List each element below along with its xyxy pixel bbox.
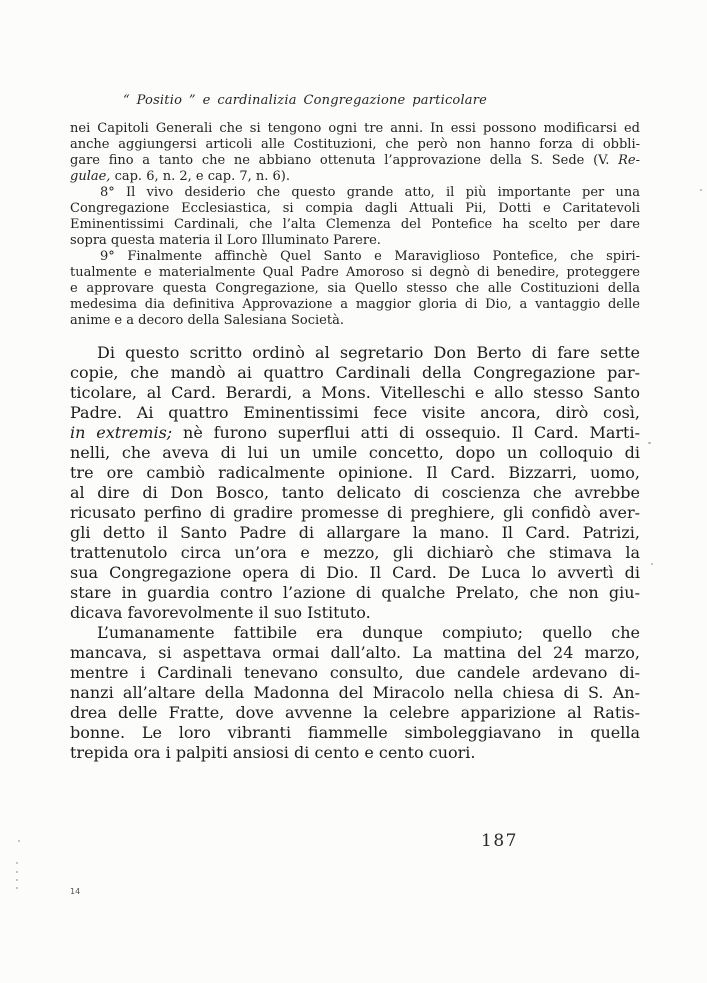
text-line: sua Congregazione opera di Dio. Il Card. De Luca lo avvertì di <box>70 563 640 582</box>
text-line: dicava favorevolmente il suo Istituto. <box>70 603 371 622</box>
text-line: anche aggiungersi articoli alle Costituzioni, che però non hanno forza di obbli- <box>70 137 640 152</box>
text-line: ricusato perfino di gradire promesse di preghiere, gli confidò aver- <box>70 503 640 522</box>
text-line: bonne. Le loro vibranti fiammelle simboleggiavano in quella <box>70 723 640 742</box>
scan-speck <box>651 563 653 565</box>
text-line: nelli, che aveva di lui un umile concetto, dopo un colloquio di <box>70 443 640 462</box>
running-header-text: “ Positio ” e cardinalizia Congregazione particolare <box>122 93 488 108</box>
running-header <box>70 93 640 108</box>
scan-speck <box>16 887 18 889</box>
text-line: Padre. Ai quattro Eminentissimi fece visite ancora, dirò così, <box>70 403 640 422</box>
text-line: mancava, si aspettava ormai dall’alto. La mattina del 24 marzo, <box>70 643 640 662</box>
quoted-text-block <box>70 121 640 329</box>
text-line: sopra questa materia il Loro Illuminato Parere. <box>70 233 381 248</box>
text-line: in extremis; nè furono superflui atti di ossequio. Il Card. Marti- <box>70 423 641 442</box>
text-line: Di questo scritto ordinò al segretario Don Berto di fare sette <box>97 343 640 362</box>
scan-speck <box>16 871 18 873</box>
text-line: gli detto il Santo Padre di allargare la mano. Il Card. Patrizi, <box>70 523 640 542</box>
text-line: mentre i Cardinali tenevano consulto, due candele ardevano di- <box>70 663 640 682</box>
text-line: medesima dia definitiva Approvazione a maggior gloria di Dio, a vantaggio delle <box>70 297 640 312</box>
text-line: 8° Il vivo desiderio che questo grande atto, il più importante per una <box>100 185 640 200</box>
text-line: trepida ora i palpiti ansiosi di cento e cento cuori. <box>70 743 476 762</box>
text-line: gare fino a tanto che ne abbiano ottenuta l’approvazione della S. Sede (V. Re- <box>70 153 640 168</box>
text-line: nanzi all’altare della Madonna del Miracolo nella chiesa di S. An- <box>70 683 640 702</box>
text-line: Eminentissimi Cardinali, che l’alta Clemenza del Pontefice ha scelto per dare <box>70 217 640 232</box>
signature-number: 14 <box>70 887 81 896</box>
text-line: e approvare questa Congregazione, sia Quello stesso che alle Costituzioni della <box>70 281 640 296</box>
page-number: 187 <box>481 831 518 851</box>
text-line: trattenutolo circa un’ora e mezzo, gli dichiarò che stimava la <box>70 543 640 562</box>
text-line: gulae, cap. 6, n. 2, e cap. 7, n. 6). <box>70 169 290 184</box>
body-text-block <box>70 343 640 763</box>
text-line: tre ore cambiò radicalmente opinione. Il Card. Bizzarri, uomo, <box>70 463 640 482</box>
text-line: L’umanamente fattibile era dunque compiuto; quello che <box>97 623 640 642</box>
text-line: 9° Finalmente affinchè Quel Santo e Maraviglioso Pontefice, che spiri- <box>100 249 640 264</box>
text-line: copie, che mandò ai quattro Cardinali della Congregazione par- <box>70 363 640 382</box>
text-line: ticolare, al Card. Berardi, a Mons. Vitelleschi e allo stesso Santo <box>70 383 640 402</box>
text-line: stare in guardia contro l’azione di qualche Prelato, che non giu- <box>70 583 640 602</box>
scan-speck <box>700 189 702 191</box>
text-line: tualmente e materialmente Qual Padre Amoroso si degnò di benedire, proteggere <box>70 265 640 280</box>
scan-speck <box>648 442 651 444</box>
text-line: al dire di Don Bosco, tanto delicato di coscienza che avrebbe <box>70 483 640 502</box>
text-line: drea delle Fratte, dove avvenne la celebre apparizione al Ratis- <box>70 703 640 722</box>
scan-speck <box>16 862 18 864</box>
text-line: nei Capitoli Generali che si tengono ogni tre anni. In essi possono modificarsi ed <box>70 121 640 136</box>
text-line: Congregazione Ecclesiastica, si compia dagli Attuali Pii, Dotti e Caritatevoli <box>70 201 640 216</box>
text-line: anime e a decoro della Salesiana Società. <box>70 313 344 328</box>
scan-speck <box>16 879 18 881</box>
scan-speck <box>18 840 20 842</box>
